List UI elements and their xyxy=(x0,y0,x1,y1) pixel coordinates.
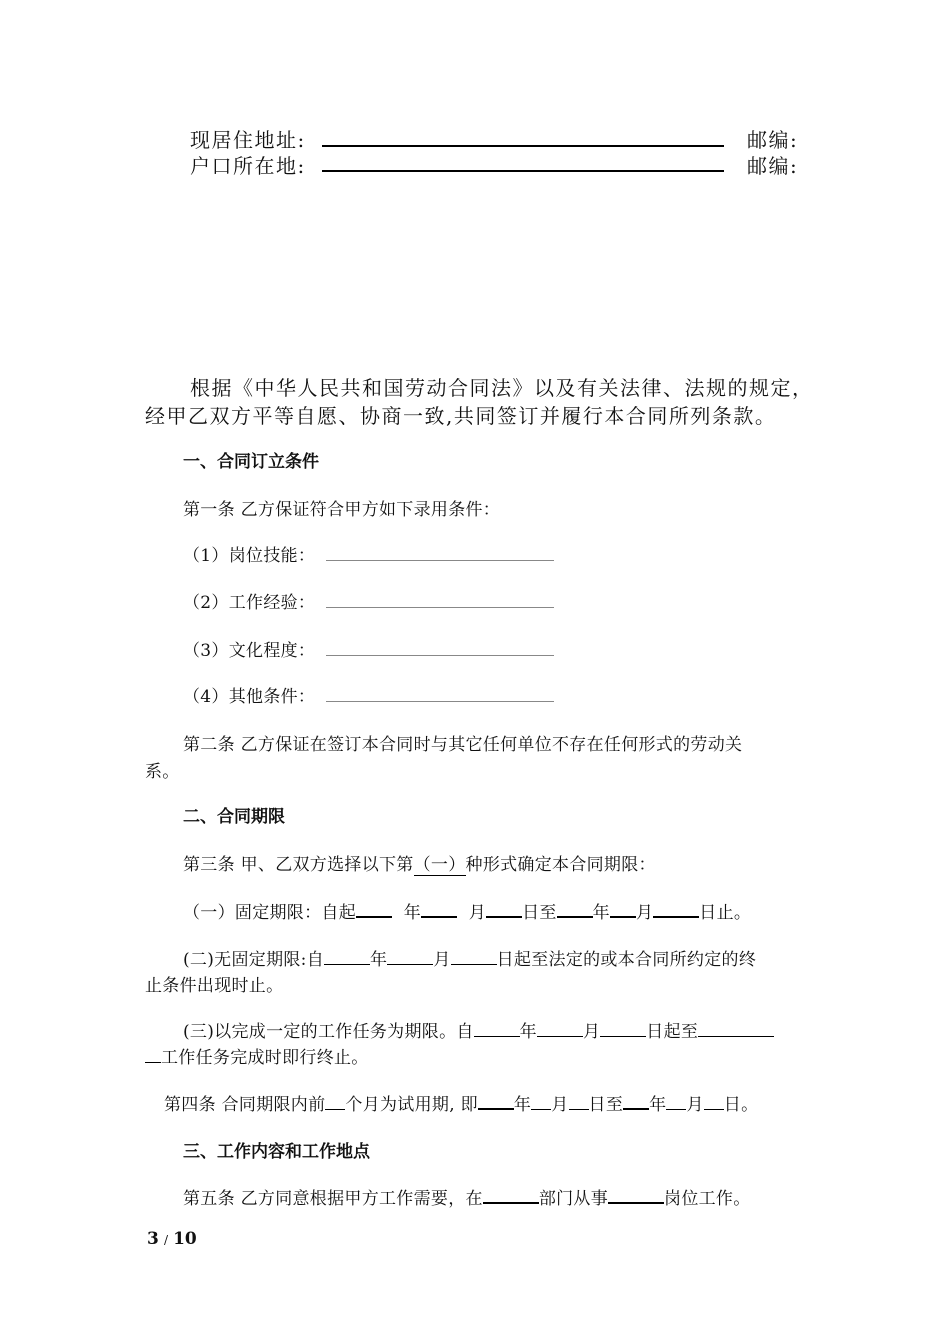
year-label: 年 xyxy=(370,950,388,970)
day-end-label: 日。 xyxy=(723,1095,759,1115)
section-1-heading: 一、合同订立条件 xyxy=(183,452,319,472)
blank xyxy=(325,1091,345,1110)
blank xyxy=(324,946,370,965)
blank xyxy=(537,1018,583,1037)
article-2-line-2: 系。 xyxy=(145,762,180,782)
day-to-label: 日至 xyxy=(522,903,557,923)
current-zip-label: 邮编: xyxy=(747,128,799,152)
task-term-line-1 xyxy=(183,1017,774,1042)
blank xyxy=(356,898,392,918)
fixed-term-label: （一）固定期限：自起 xyxy=(183,903,356,923)
article-1: 第一条 乙方保证符合甲方如下录用条件： xyxy=(183,500,501,520)
month-label: 月 xyxy=(582,1022,601,1042)
page-separator: / xyxy=(163,1233,168,1247)
day-end-label: 日止。 xyxy=(699,903,752,923)
condition-3-blank xyxy=(326,655,554,656)
article-3 xyxy=(183,850,656,875)
article-3-prefix: 第三条 甲、乙双方选择以下第 xyxy=(183,855,414,875)
position-label: 岗位工作。 xyxy=(664,1189,751,1209)
condition-2-label: （2）工作经验： xyxy=(183,593,316,613)
blank xyxy=(610,898,636,918)
condition-4-blank xyxy=(326,701,554,702)
blank xyxy=(600,1018,646,1037)
day-to-label: 日至 xyxy=(588,1095,624,1115)
month-label: 月 xyxy=(468,903,487,923)
year-label: 年 xyxy=(592,903,610,923)
blank xyxy=(557,898,593,918)
blank xyxy=(478,1090,514,1110)
open-term-line-1 xyxy=(183,945,756,970)
section-3-heading: 三、工作内容和工作地点 xyxy=(183,1142,370,1162)
page-number xyxy=(147,1229,197,1249)
open-term-tail: 日起至法定的或本合同所约定的终 xyxy=(496,950,757,970)
blank xyxy=(531,1091,551,1110)
fixed-term-line xyxy=(183,898,751,923)
open-term-label: (二)无固定期限:自 xyxy=(183,950,324,970)
blank xyxy=(474,1018,520,1037)
blank xyxy=(483,1184,539,1204)
task-term-tail: 工作任务完成时即行终止。 xyxy=(161,1048,369,1068)
year-label: 年 xyxy=(513,1095,532,1115)
condition-3-label: （3）文化程度： xyxy=(183,641,316,661)
month-label: 月 xyxy=(686,1095,704,1115)
blank xyxy=(145,1044,161,1063)
year-label: 年 xyxy=(519,1022,537,1042)
condition-4-label: （4）其他条件： xyxy=(183,687,316,707)
intro-line-1: 根据《中华人民共和国劳动合同法》以及有关法律、法规的规定， xyxy=(190,376,814,400)
department-label: 部门从事 xyxy=(538,1189,609,1209)
condition-1-blank xyxy=(326,560,554,561)
blank xyxy=(421,898,457,918)
day-from-label: 日起至 xyxy=(646,1022,699,1042)
month-label: 月 xyxy=(433,950,451,970)
condition-2-blank xyxy=(326,607,554,608)
section-2-heading: 二、合同期限 xyxy=(183,807,285,827)
blank xyxy=(623,1090,649,1110)
article-2-line-1: 第二条 乙方保证在签订本合同时与其它任何单位不存在任何形式的劳动关 xyxy=(183,735,743,755)
probation-label: 个月为试用期, 即 xyxy=(345,1095,478,1115)
article-4-label: 第四条 合同期限内前 xyxy=(164,1095,326,1115)
blank xyxy=(451,946,497,965)
month-label: 月 xyxy=(551,1095,569,1115)
blank xyxy=(698,1018,774,1037)
article-4 xyxy=(164,1090,758,1115)
blank xyxy=(569,1091,589,1110)
open-term-line-2: 止条件出现时止。 xyxy=(145,976,284,996)
blank xyxy=(666,1091,686,1110)
blank xyxy=(486,898,522,918)
month-label: 月 xyxy=(635,903,654,923)
blank xyxy=(608,1184,664,1204)
blank xyxy=(653,898,699,918)
current-address-line xyxy=(322,145,724,147)
hukou-label: 户口所在地: xyxy=(190,154,306,178)
page-current: 3 xyxy=(147,1229,159,1249)
article-3-choice: （一） xyxy=(413,855,466,875)
blank xyxy=(704,1091,724,1110)
year-label: 年 xyxy=(403,903,422,923)
page-total: 10 xyxy=(173,1229,197,1249)
task-term-label: (三)以完成一定的工作任务为期限。自 xyxy=(183,1022,474,1042)
hukou-zip-label: 邮编: xyxy=(747,154,799,178)
hukou-line xyxy=(322,170,724,172)
condition-1-label: （1）岗位技能： xyxy=(183,546,316,566)
article-5 xyxy=(183,1184,751,1209)
year-label: 年 xyxy=(649,1095,667,1115)
blank xyxy=(387,946,433,965)
current-address-label: 现居住地址: xyxy=(190,128,306,152)
intro-line-2: 经甲乙双方平等自愿、协商一致,共同签订并履行本合同所列条款。 xyxy=(145,404,777,428)
article-5-label: 第五条 乙方同意根据甲方工作需要，在 xyxy=(183,1189,483,1209)
task-term-line-2 xyxy=(145,1043,369,1068)
article-3-suffix: 种形式确定本合同期限： xyxy=(465,855,656,875)
